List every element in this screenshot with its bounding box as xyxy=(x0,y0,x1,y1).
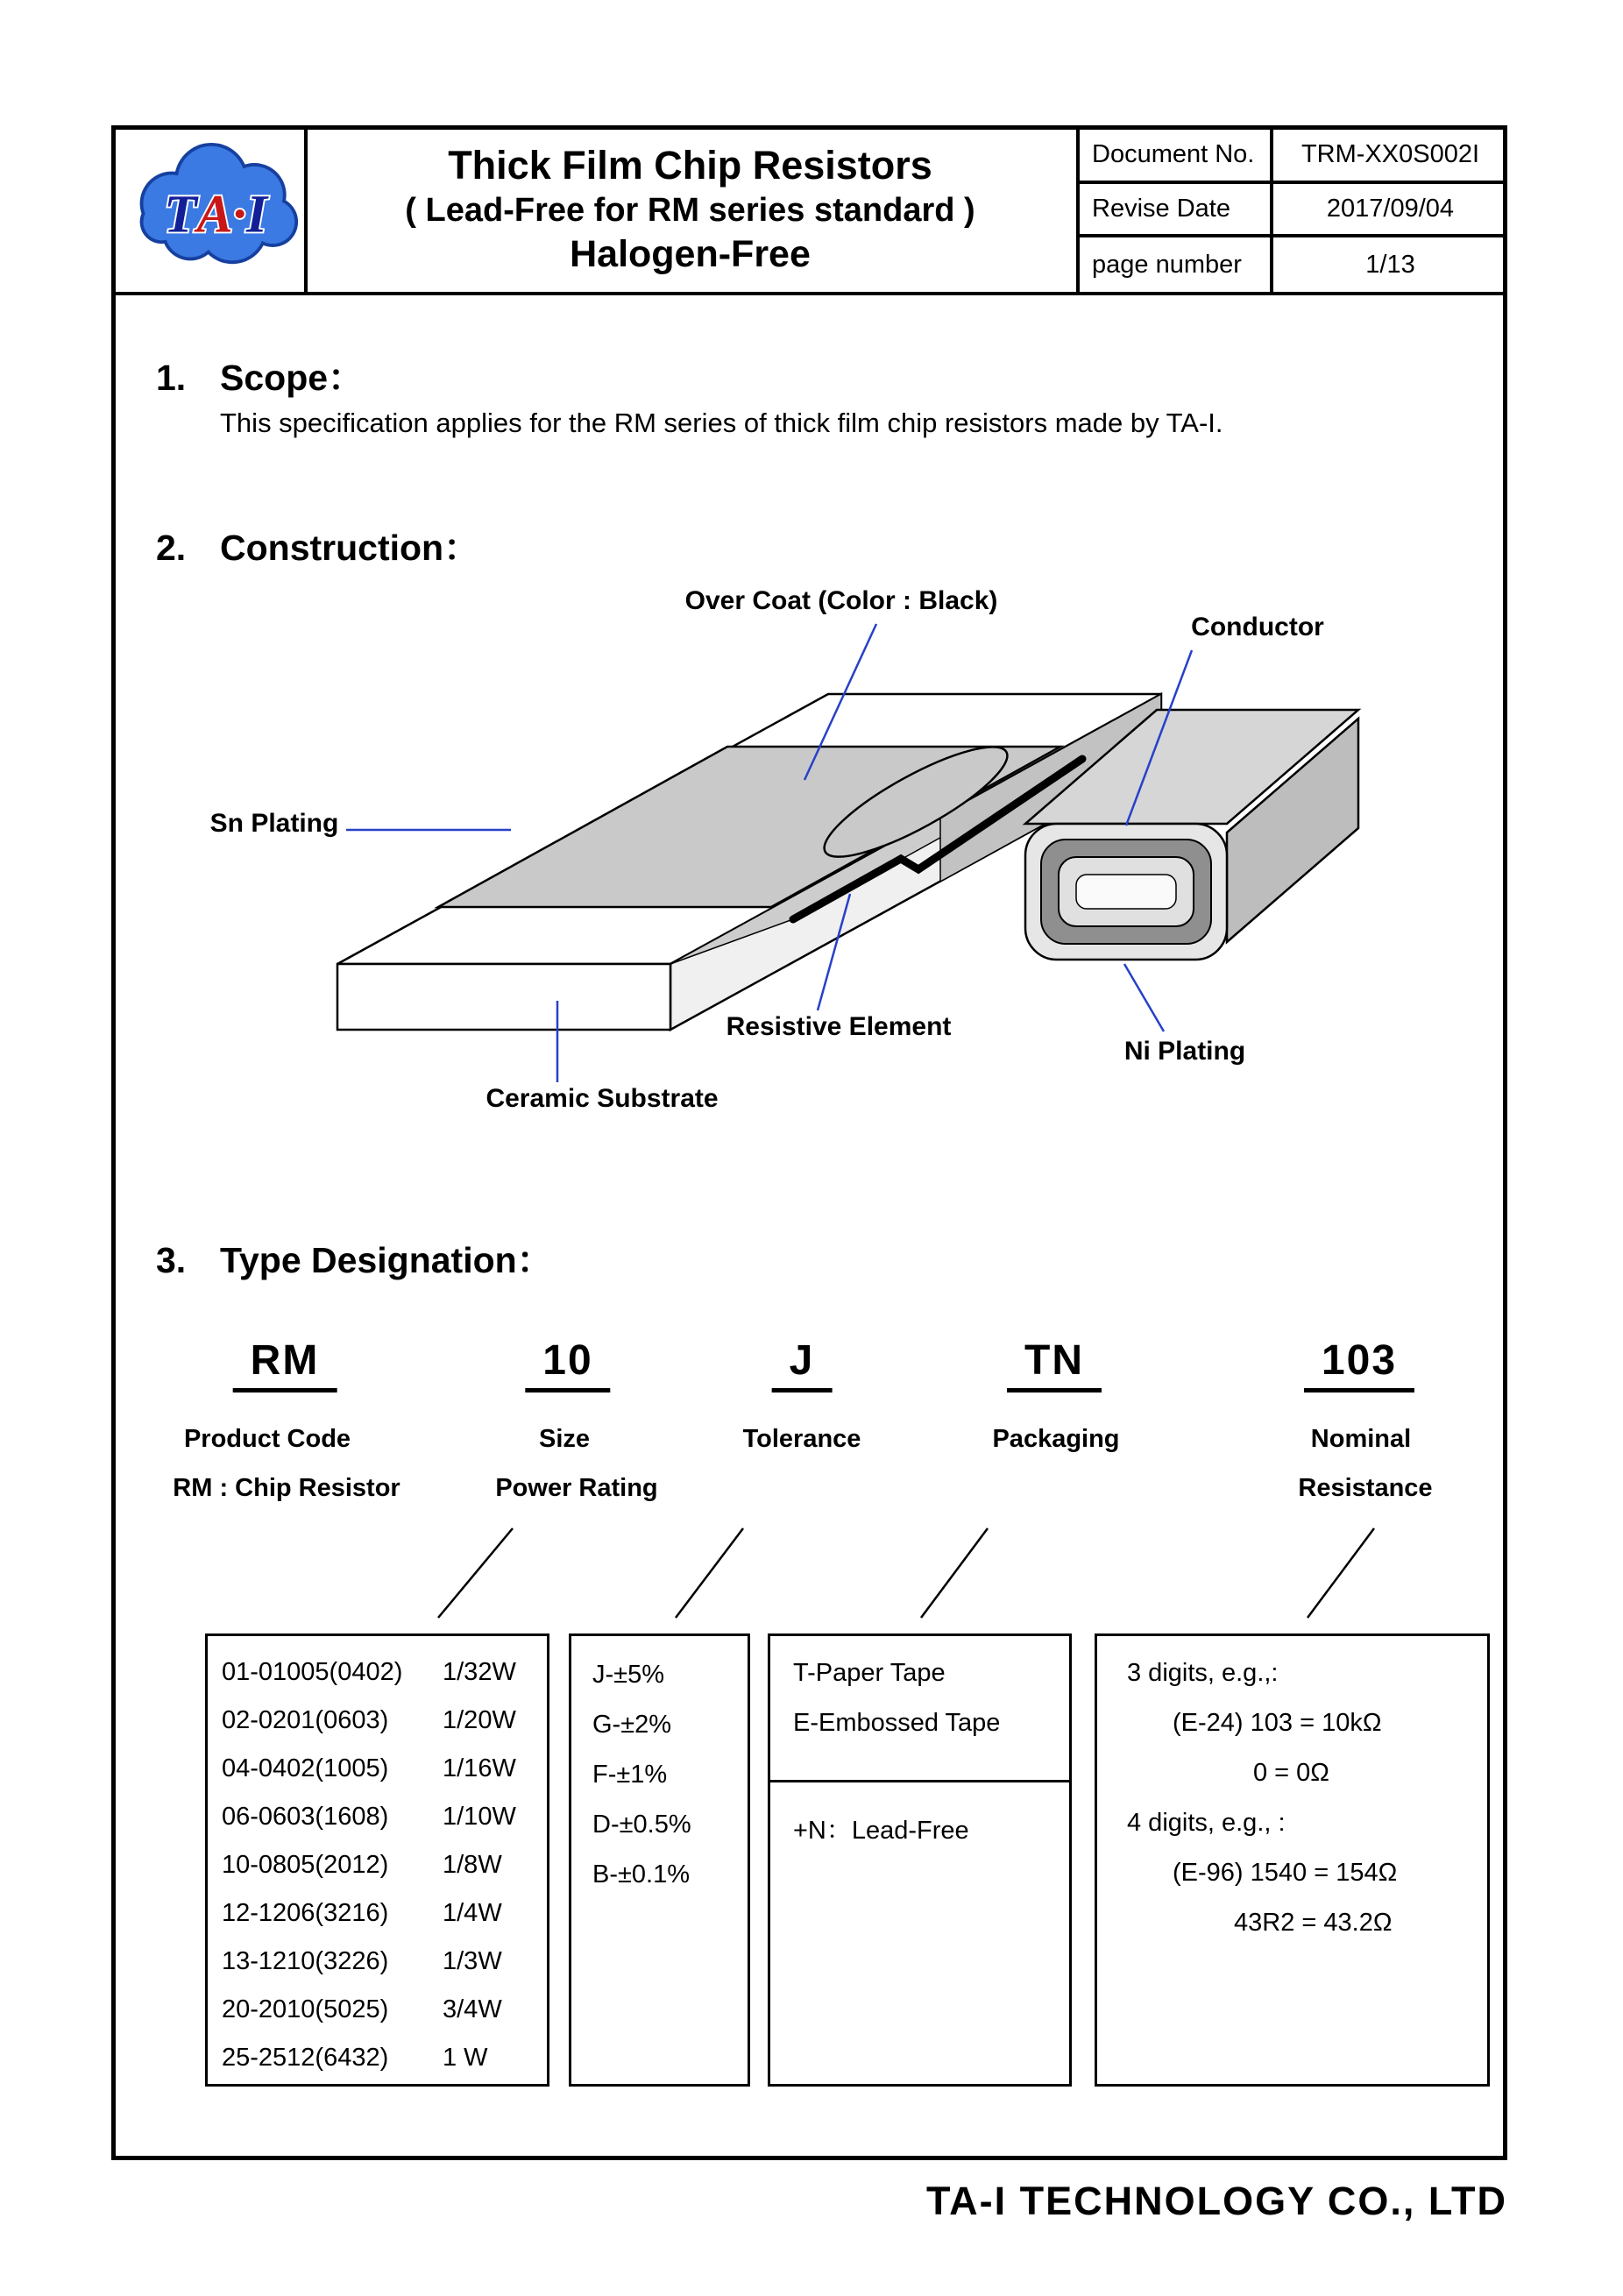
document-subtitle: ( Lead-Free for RM series standard ) xyxy=(405,192,975,229)
list-item: 43R2 = 43.2Ω xyxy=(1234,1909,1393,1937)
doc-info-table xyxy=(1076,130,1507,292)
code-resistance: 103 xyxy=(1304,1336,1414,1392)
resistive-element-label: Resistive Element xyxy=(726,1012,952,1041)
header-logo-divider xyxy=(304,125,308,292)
construction-heading-number: 2. xyxy=(156,528,187,568)
code-tolerance: J xyxy=(772,1336,833,1392)
company-name-footer: TA-I TECHNOLOGY CO., LTD xyxy=(926,2179,1507,2223)
slash-tolerance xyxy=(676,1528,743,1618)
connector-slashes xyxy=(0,1523,1623,1624)
scope-heading xyxy=(156,349,364,400)
list-item: J-±5% xyxy=(592,1661,664,1689)
revise-date-label: Revise Date xyxy=(1080,184,1273,238)
ni-plating-leader-line xyxy=(1124,964,1164,1031)
sn-plating-label: Sn Plating xyxy=(209,809,339,838)
scope-heading-text: Scope： xyxy=(220,358,365,398)
table-row: 13-1210(3226) 1/3W xyxy=(222,1947,502,1975)
slash-nominal xyxy=(1308,1528,1374,1618)
table-row: 01-01005(0402) 1/32W xyxy=(222,1658,516,1686)
page-number-value: 1/13 xyxy=(1365,250,1415,279)
slash-packaging xyxy=(921,1528,988,1618)
table-row: 06-0603(1608) 1/10W xyxy=(222,1803,516,1831)
list-item: +N：Lead-Free xyxy=(793,1817,969,1845)
substrate-front-face xyxy=(337,964,670,1030)
table-row: 10-0805(2012) 1/8W xyxy=(222,1851,502,1879)
logo-letters: TA·I xyxy=(164,184,267,244)
list-item: T-Paper Tape xyxy=(793,1659,946,1687)
table-row: 04-0402(1005) 1/16W xyxy=(222,1754,516,1782)
ceramic-substrate-label: Ceramic Substrate xyxy=(485,1084,719,1113)
nominal-resistance-table xyxy=(1095,1633,1490,2087)
document-title-block xyxy=(311,143,1069,276)
chip-resistor-label: RM : Chip Resistor xyxy=(173,1474,400,1502)
type-designation-heading xyxy=(156,1231,553,1283)
list-item: 0 = 0Ω xyxy=(1253,1759,1329,1787)
list-item: B-±0.1% xyxy=(592,1860,691,1889)
list-item: E-Embossed Tape xyxy=(793,1709,1001,1737)
table-row: 25-2512(6432) 1 W xyxy=(222,2044,488,2072)
resistance-label: Resistance xyxy=(1298,1474,1433,1502)
type-designation-heading-number: 3. xyxy=(156,1240,187,1280)
packaging-table xyxy=(768,1633,1072,2087)
doc-no-value: TRM-XX0S002I xyxy=(1273,130,1507,184)
construction-diagram xyxy=(175,570,1367,1122)
tolerance-label: Tolerance xyxy=(742,1425,861,1453)
list-item: (E-96) 1540 = 154Ω xyxy=(1173,1859,1398,1887)
size-power-table xyxy=(205,1633,549,2087)
table-row: 02-0201(0603) 1/20W xyxy=(222,1706,516,1734)
product-code-label: Product Code xyxy=(183,1425,351,1453)
code-product: RM xyxy=(233,1336,337,1392)
code-size: 10 xyxy=(525,1336,610,1392)
list-item: D-±0.5% xyxy=(592,1811,691,1839)
list-item: G-±2% xyxy=(592,1711,672,1739)
size-label: Size xyxy=(538,1425,591,1453)
ni-plating-label: Ni Plating xyxy=(1123,1037,1246,1066)
type-designation-heading-text: Type Designation： xyxy=(220,1240,553,1280)
packaging-label: Packaging xyxy=(992,1425,1120,1453)
construction-heading-text: Construction： xyxy=(220,528,480,568)
revise-date-value: 2017/09/04 xyxy=(1273,184,1507,238)
code-packaging: TN xyxy=(1007,1336,1102,1392)
document-title: Thick Film Chip Resistors xyxy=(448,143,932,188)
nominal-label: Nominal xyxy=(1310,1425,1412,1453)
table-row: 20-2010(5025) 3/4W xyxy=(222,1995,502,2023)
table-row: 12-1206(3216) 1/4W xyxy=(222,1899,502,1927)
header-bottom-rule xyxy=(111,292,1507,295)
ceramic-core-face xyxy=(1076,875,1176,909)
power-rating-label: Power Rating xyxy=(495,1474,658,1502)
packaging-top-cell xyxy=(770,1636,1069,1782)
list-item: 3 digits, e.g.,: xyxy=(1127,1659,1279,1687)
slash-size xyxy=(438,1528,513,1618)
list-item: 4 digits, e.g., : xyxy=(1127,1809,1286,1837)
list-item: (E-24) 103 = 10kΩ xyxy=(1173,1709,1382,1737)
over-coat-label: Over Coat (Color : Black) xyxy=(684,586,998,615)
list-item: F-±1% xyxy=(592,1761,668,1789)
document-subtitle2: Halogen-Free xyxy=(570,233,811,275)
tolerance-table xyxy=(569,1633,750,2087)
packaging-bottom-cell xyxy=(770,1782,1069,1853)
conductor-label: Conductor xyxy=(1191,613,1324,641)
scope-heading-number: 1. xyxy=(156,358,187,398)
doc-no-label: Document No. xyxy=(1080,130,1273,184)
scope-body-text: This specification applies for the RM series of thick film chip resistors made by TA-I. xyxy=(220,407,1223,438)
tai-logo-icon xyxy=(131,137,300,273)
construction-heading xyxy=(156,519,479,570)
page-number-label: page number xyxy=(1080,237,1273,292)
